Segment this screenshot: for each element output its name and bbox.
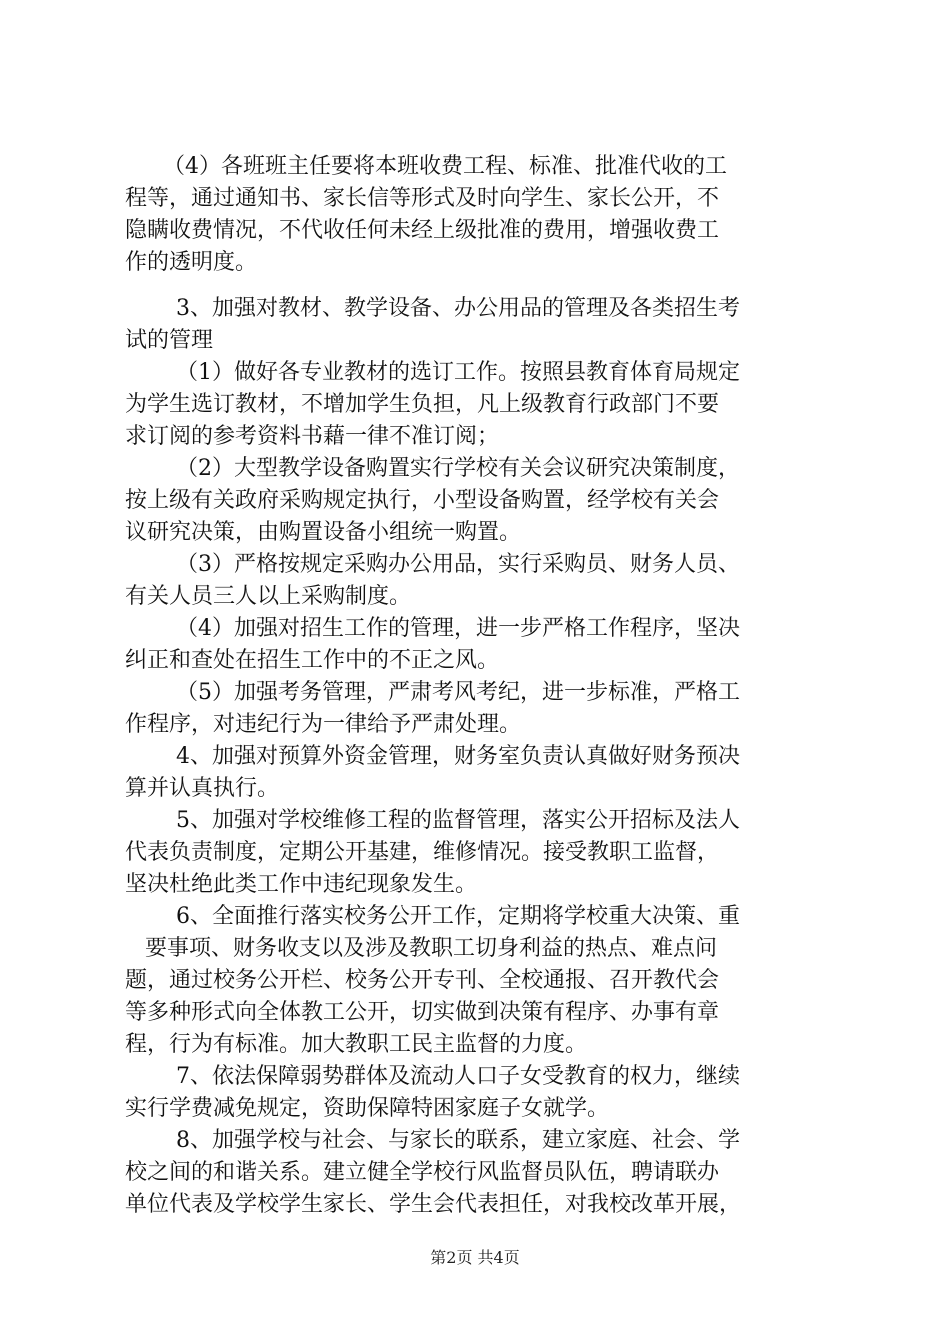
text-line: 实行学费减免规定，资助保障特困家庭子女就学。 (125, 1096, 610, 1121)
text-line: 议研究决策，由购置设备小组统一购置。 (125, 520, 522, 545)
text-line: （1）做好各专业教材的选订工作。按照县教育体育局规定 (176, 360, 740, 385)
text-line: 隐瞒收费情况，不代收任何未经上级批准的费用，增强收费工 (125, 218, 720, 243)
text-line: 8、加强学校与社会、与家长的联系，建立家庭、社会、学 (176, 1128, 740, 1153)
text-line: 作程序，对违纪行为一律给予严肃处理。 (125, 712, 522, 737)
text-line: 代表负责制度，定期公开基建，维修情况。接受教职工监督， (125, 840, 720, 865)
text-line: 有关人员三人以上采购制度。 (125, 584, 412, 609)
text-line: 校之间的和谐关系。建立健全学校行风监督员队伍，聘请联办 (125, 1160, 720, 1185)
text-line: 5、加强对学校维修工程的监督管理，落实公开招标及法人 (176, 808, 740, 833)
text-line: （5）加强考务管理，严肃考风考纪，进一步标准，严格工 (176, 680, 740, 705)
page-number: 第2页 共4页 (430, 1248, 520, 1267)
text-line: 纠正和查处在招生工作中的不正之风。 (125, 648, 500, 673)
text-line: 求订阅的参考资料书藉一律不准订阅； (125, 424, 500, 449)
text-line: （3）严格按规定采购办公用品，实行采购员、财务人员、 (176, 552, 740, 577)
text-line: 程等，通过通知书、家长信等形式及时向学生、家长公开，不 (125, 186, 720, 211)
text-line: （4）各班班主任要将本班收费工程、标准、批准代收的工 (163, 154, 727, 179)
text-line: 单位代表及学校学生家长、学生会代表担任，对我校改革开展， (125, 1192, 742, 1217)
text-line: （4）加强对招生工作的管理，进一步严格工作程序，坚决 (176, 616, 740, 641)
text-line: 程，行为有标准。加大教职工民主监督的力度。 (125, 1032, 588, 1057)
text-line: 作的透明度。 (125, 250, 258, 275)
text-line: 题，通过校务公开栏、校务公开专刊、全校通报、召开教代会 (125, 968, 720, 993)
text-line: 按上级有关政府采购规定执行，小型设备购置，经学校有关会 (125, 488, 720, 513)
text-line: 为学生选订教材，不增加学生负担，凡上级教育行政部门不要 (125, 392, 720, 417)
text-line: 坚决杜绝此类工作中违纪现象发生。 (125, 872, 478, 897)
text-line: 试的管理 (125, 328, 214, 353)
text-line: （2）大型教学设备购置实行学校有关会议研究决策制度， (176, 456, 740, 481)
text-line: 6、全面推行落实校务公开工作，定期将学校重大决策、重 (176, 904, 740, 929)
text-line: 4、加强对预算外资金管理，财务室负责认真做好财务预决 (176, 744, 740, 769)
text-line: 要事项、财务收支以及涉及教职工切身利益的热点、难点问 (145, 936, 718, 961)
text-line: 7、依法保障弱势群体及流动人口子女受教育的权力，继续 (176, 1064, 740, 1089)
text-line: 算并认真执行。 (125, 776, 280, 801)
text-line: 等多种形式向全体教工公开，切实做到决策有程序、办事有章 (125, 1000, 720, 1025)
text-line: 3、加强对教材、教学设备、办公用品的管理及各类招生考 (176, 296, 740, 321)
